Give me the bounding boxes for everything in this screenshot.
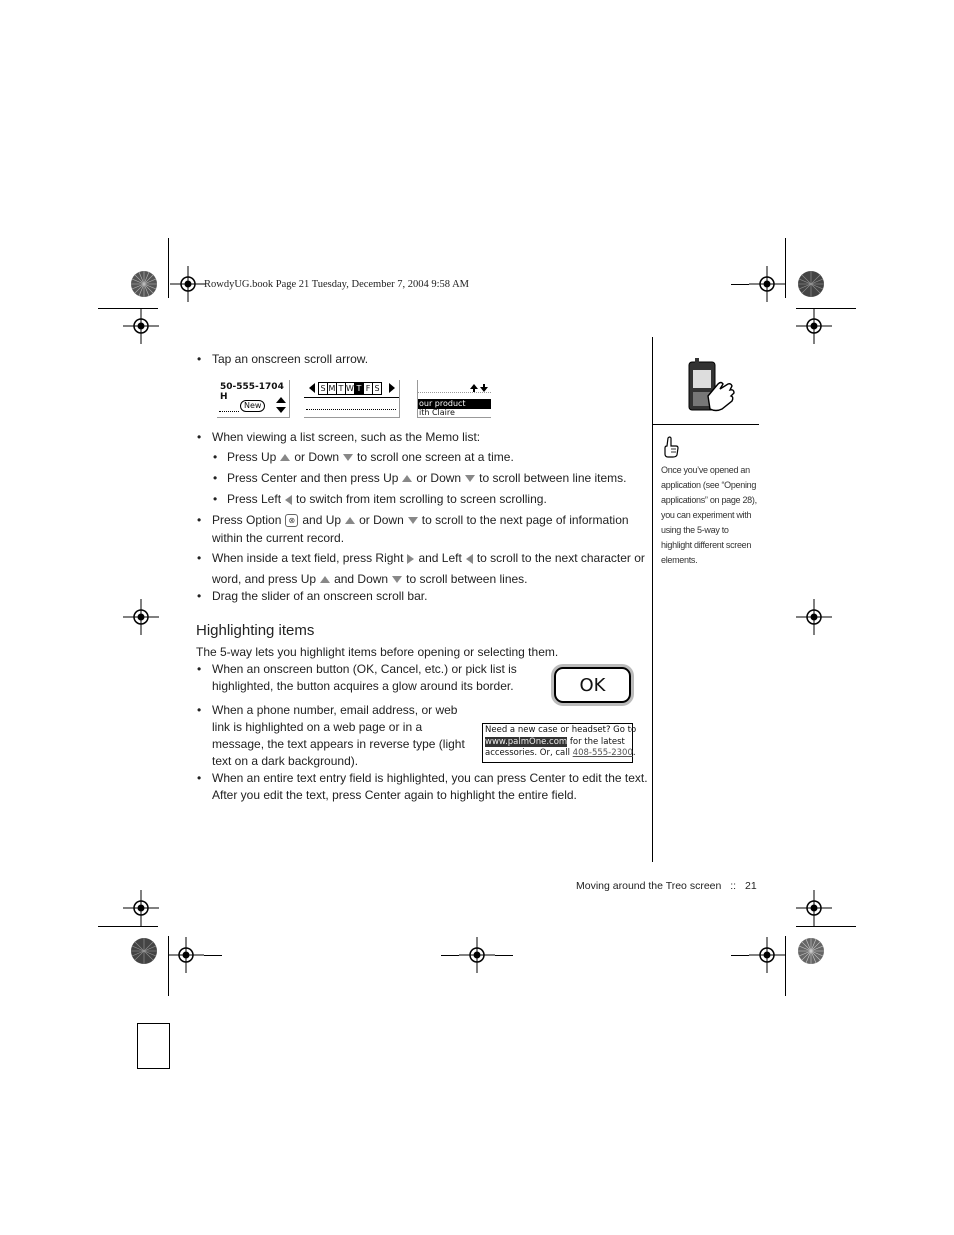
day-cell[interactable]: S [373,382,382,395]
day-cell[interactable]: T [337,382,346,395]
page-footer [576,880,757,892]
registration-mark-icon [459,937,495,973]
phone-screen-thumbnail [217,380,290,418]
text-run: for the latest [567,736,625,747]
text-run: and Left [418,551,462,565]
bullet-text-line: message, the text appears in reverse type (light [212,737,465,751]
tip-line: highlight different screen [661,540,752,550]
down-arrow-icon [465,475,475,482]
bullet-text-line: When an entire text entry field is highlighted, you can press Center to edit the text. [212,771,648,785]
registration-mark-icon [796,890,832,926]
page-number: 21 [745,880,757,892]
starburst-target-icon [130,937,158,965]
text-run: and Up [302,513,342,527]
sub-bullet-line [227,450,514,464]
memo-screen-thumbnail [417,380,491,418]
text-run: Press Left [227,492,282,506]
web-line [485,748,636,760]
bullet-dot: • [197,771,202,785]
web-line: Need a new case or headset? Go to [485,725,637,735]
up-arrow-icon [280,454,290,461]
registration-mark-icon [796,599,832,635]
down-arrow-icon [392,576,402,583]
sub-bullet-line [227,471,627,485]
ok-button-label: OK [579,674,606,696]
section-heading: Highlighting items [196,622,315,639]
registration-mark-icon [123,599,159,635]
bullet-text: Tap an onscreen scroll arrow. [212,352,369,366]
day-cell[interactable]: M [328,384,336,393]
phone-number-text: 50-555-1704 H [220,382,284,402]
highlighted-link[interactable]: www.palmOne.com [485,736,568,747]
running-header: RowdyUG.book Page 21 Tuesday, December 7, 2004 9:58 AM [204,279,470,290]
bullet-text-line: When a phone number, email address, or web [212,703,458,717]
text-run: accessories. Or, call [485,748,573,758]
bullet-text-line: After you edit the text, press Center again to highlight the entire field. [212,788,577,802]
left-arrow-icon [285,495,292,505]
registration-mark-icon [749,266,785,302]
tip-line: application (see “Opening [661,480,757,490]
bullet-text-line: text on a dark background). [212,754,359,768]
bullet-text-line: within the current record. [212,531,345,545]
text-run: to scroll to the next character or [476,551,645,565]
bullet-dot: • [197,703,202,717]
scroll-arrows-icon[interactable] [275,396,287,414]
sidebar-rule [652,337,653,862]
registration-mark-icon [168,937,204,973]
bullet-dot: • [213,471,218,485]
bullet-text-line: highlighted, the button acquires a glow around its border. [212,679,514,693]
bullet-text-line: link is highlighted on a web page or in a [212,720,423,734]
sidebar-tip-text [661,463,761,568]
bullet-dot: • [197,589,202,603]
footer-separator: :: [730,880,737,892]
bullet-text: When viewing a list screen, such as the Memo list: [212,430,481,444]
starburst-target-icon [797,937,825,965]
registration-mark-icon [796,308,832,344]
memo-row[interactable]: ith Claire [419,408,455,417]
sub-bullet-line [227,492,547,506]
bullet-dot: • [197,352,202,366]
calendar-screen-thumbnail [304,380,400,418]
ok-button-example[interactable] [554,667,631,703]
phone-link[interactable]: 408-555-2300 [572,748,633,758]
bullet-dot: • [197,430,202,444]
bullet-dot: • [197,551,202,565]
text-run: to scroll to the next page of information [421,513,629,527]
left-arrow-icon [466,554,473,564]
registration-mark-icon [749,937,785,973]
section-intro: The 5-way lets you highlight items before opening or selecting them. [196,645,559,659]
memo-highlighted-row[interactable]: our product [418,399,491,409]
footer-section: Moving around the Treo screen [576,880,722,892]
bullet-dot: • [213,450,218,464]
bullet-text: Drag the slider of an onscreen scroll bar. [212,589,428,603]
tip-line: using the 5-way to [661,525,729,535]
bullet-text-line [212,572,528,586]
pointing-hand-icon [661,436,681,458]
up-arrow-icon [320,576,330,583]
text-run: or Down [416,471,462,485]
text-run: Press Center and then press Up [227,471,399,485]
starburst-target-icon [797,270,825,298]
bullet-dot: • [213,492,218,506]
web-line [485,737,630,749]
text-run: to switch from item scrolling to screen scrolling. [296,492,547,506]
day-cell[interactable]: W [346,384,354,393]
down-arrow-icon [343,454,353,461]
bullet-text-line [212,551,645,565]
tip-line: you can experiment with [661,510,752,520]
text-run: or Down [359,513,404,527]
new-button[interactable]: New [240,400,265,412]
text-run: to scroll one screen at a time. [357,450,514,464]
day-cell[interactable]: S [318,382,328,395]
bullet-dot: • [197,513,202,527]
right-arrow-icon [407,554,414,564]
tip-line: Once you’ve opened an [661,465,750,475]
registration-mark-icon [123,308,159,344]
tip-line: applications” on page 28), [661,495,757,505]
bullet-dot: • [197,662,202,676]
week-day-row [318,382,382,395]
tip-line: elements. [661,555,698,565]
text-run: word, and press Up [212,572,317,586]
option-key-icon: ⊗ [285,514,298,527]
text-run: When inside a text field, press Right [212,551,404,565]
registration-mark-icon [123,890,159,926]
text-run: to scroll between lines. [406,572,528,586]
text-run: and Down [334,572,389,586]
scroll-left-arrow-icon[interactable] [308,383,316,393]
up-arrow-icon [345,517,355,524]
text-run: to scroll between line items. [479,471,627,485]
text-run: or Down [294,450,340,464]
bullet-text-line: When an onscreen button (OK, Cancel, etc.) or pick list is [212,662,517,676]
day-cell[interactable]: F [364,382,373,395]
scroll-right-arrow-icon[interactable] [388,383,396,393]
day-cell-active[interactable]: T [355,382,364,395]
up-arrow-icon [402,475,412,482]
bullet-text-line [212,513,629,527]
starburst-target-icon [130,270,158,298]
text-run: Press Option [212,513,282,527]
down-arrow-icon [408,517,418,524]
registration-mark-icon [170,266,206,302]
color-bar-box [137,1023,170,1069]
treo-phone-hand-icon [684,356,740,414]
web-text-example [482,723,637,763]
text-run: . [632,748,636,758]
text-run: Press Up [227,450,277,464]
sidebar-separator [652,424,759,425]
